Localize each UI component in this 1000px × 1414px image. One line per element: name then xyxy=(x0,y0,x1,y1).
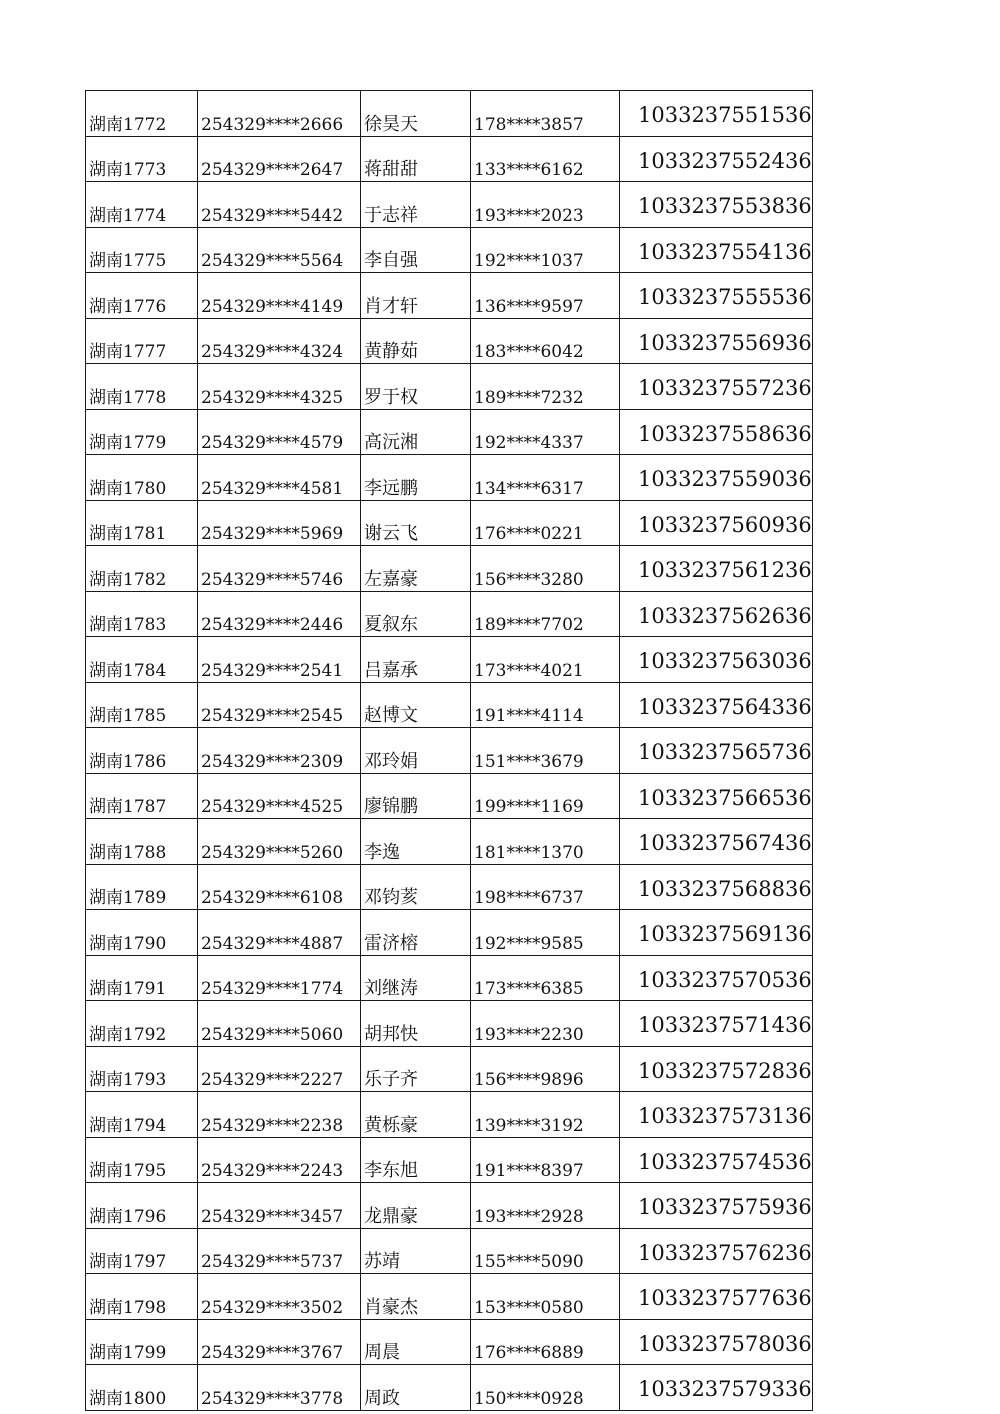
id-number-cell: 254329****5260 xyxy=(198,819,361,865)
person-name-cell: 廖锦鹏 xyxy=(361,773,471,819)
id-number-cell: 254329****4887 xyxy=(198,910,361,956)
region-code-cell: 湖南1796 xyxy=(86,1183,198,1229)
table-row xyxy=(86,728,813,774)
id-number-cell: 254329****3457 xyxy=(198,1183,361,1229)
phone-number-cell: 192****1037 xyxy=(471,227,620,273)
region-code-cell: 湖南1783 xyxy=(86,591,198,637)
ticket-number-cell: 1033237577636 xyxy=(620,1274,813,1320)
phone-number-cell: 150****0928 xyxy=(471,1365,620,1411)
person-name-cell: 雷济榕 xyxy=(361,910,471,956)
person-name-cell: 吕嘉承 xyxy=(361,637,471,683)
id-number-cell: 254329****4325 xyxy=(198,364,361,410)
phone-number-cell: 192****9585 xyxy=(471,910,620,956)
id-number-cell: 254329****3502 xyxy=(198,1274,361,1320)
id-number-cell: 254329****3778 xyxy=(198,1365,361,1411)
phone-number-cell: 156****3280 xyxy=(471,546,620,592)
region-code-cell: 湖南1787 xyxy=(86,773,198,819)
region-code-cell: 湖南1777 xyxy=(86,318,198,364)
phone-number-cell: 193****2230 xyxy=(471,1001,620,1047)
region-code-cell: 湖南1790 xyxy=(86,910,198,956)
phone-number-cell: 134****6317 xyxy=(471,455,620,501)
id-number-cell: 254329****4149 xyxy=(198,273,361,319)
ticket-number-cell: 1033237558636 xyxy=(620,409,813,455)
phone-number-cell: 156****9896 xyxy=(471,1046,620,1092)
person-name-cell: 谢云飞 xyxy=(361,500,471,546)
person-name-cell: 蒋甜甜 xyxy=(361,136,471,182)
person-name-cell: 肖才轩 xyxy=(361,273,471,319)
ticket-number-cell: 1033237554136 xyxy=(620,227,813,273)
phone-number-cell: 178****3857 xyxy=(471,91,620,137)
person-name-cell: 黄栎豪 xyxy=(361,1092,471,1138)
phone-number-cell: 173****4021 xyxy=(471,637,620,683)
ticket-number-cell: 1033237557236 xyxy=(620,364,813,410)
region-code-cell: 湖南1800 xyxy=(86,1365,198,1411)
region-code-cell: 湖南1774 xyxy=(86,182,198,228)
table-row xyxy=(86,864,813,910)
ticket-number-cell: 1033237565736 xyxy=(620,728,813,774)
phone-number-cell: 151****3679 xyxy=(471,728,620,774)
table-row xyxy=(86,91,813,137)
id-number-cell: 254329****5746 xyxy=(198,546,361,592)
id-number-cell: 254329****2647 xyxy=(198,136,361,182)
roster-table xyxy=(85,90,813,1411)
table-row xyxy=(86,1137,813,1183)
table-row xyxy=(86,1274,813,1320)
person-name-cell: 高沅湘 xyxy=(361,409,471,455)
phone-number-cell: 189****7702 xyxy=(471,591,620,637)
roster-table-body xyxy=(86,91,813,1411)
table-row xyxy=(86,1092,813,1138)
ticket-number-cell: 1033237578036 xyxy=(620,1319,813,1365)
phone-number-cell: 176****6889 xyxy=(471,1319,620,1365)
table-row xyxy=(86,773,813,819)
table-row xyxy=(86,546,813,592)
phone-number-cell: 136****9597 xyxy=(471,273,620,319)
ticket-number-cell: 1033237561236 xyxy=(620,546,813,592)
ticket-number-cell: 1033237553836 xyxy=(620,182,813,228)
phone-number-cell: 133****6162 xyxy=(471,136,620,182)
ticket-number-cell: 1033237556936 xyxy=(620,318,813,364)
person-name-cell: 夏叙东 xyxy=(361,591,471,637)
table-row xyxy=(86,637,813,683)
person-name-cell: 苏靖 xyxy=(361,1228,471,1274)
person-name-cell: 胡邦快 xyxy=(361,1001,471,1047)
table-row xyxy=(86,227,813,273)
id-number-cell: 254329****5737 xyxy=(198,1228,361,1274)
region-code-cell: 湖南1795 xyxy=(86,1137,198,1183)
phone-number-cell: 191****4114 xyxy=(471,682,620,728)
table-row xyxy=(86,591,813,637)
person-name-cell: 于志祥 xyxy=(361,182,471,228)
ticket-number-cell: 1033237571436 xyxy=(620,1001,813,1047)
region-code-cell: 湖南1781 xyxy=(86,500,198,546)
id-number-cell: 254329****2243 xyxy=(198,1137,361,1183)
ticket-number-cell: 1033237552436 xyxy=(620,136,813,182)
phone-number-cell: 193****2928 xyxy=(471,1183,620,1229)
id-number-cell: 254329****5060 xyxy=(198,1001,361,1047)
table-row xyxy=(86,1183,813,1229)
person-name-cell: 李远鹏 xyxy=(361,455,471,501)
table-row xyxy=(86,682,813,728)
region-code-cell: 湖南1794 xyxy=(86,1092,198,1138)
phone-number-cell: 173****6385 xyxy=(471,955,620,1001)
ticket-number-cell: 1033237573136 xyxy=(620,1092,813,1138)
phone-number-cell: 191****8397 xyxy=(471,1137,620,1183)
table-row xyxy=(86,1228,813,1274)
ticket-number-cell: 1033237559036 xyxy=(620,455,813,501)
table-row xyxy=(86,364,813,410)
ticket-number-cell: 1033237572836 xyxy=(620,1046,813,1092)
ticket-number-cell: 1033237563036 xyxy=(620,637,813,683)
region-code-cell: 湖南1792 xyxy=(86,1001,198,1047)
table-row xyxy=(86,1001,813,1047)
id-number-cell: 254329****4525 xyxy=(198,773,361,819)
region-code-cell: 湖南1776 xyxy=(86,273,198,319)
table-row xyxy=(86,318,813,364)
id-number-cell: 254329****2309 xyxy=(198,728,361,774)
phone-number-cell: 193****2023 xyxy=(471,182,620,228)
person-name-cell: 黄静茹 xyxy=(361,318,471,364)
region-code-cell: 湖南1798 xyxy=(86,1274,198,1320)
phone-number-cell: 153****0580 xyxy=(471,1274,620,1320)
region-code-cell: 湖南1773 xyxy=(86,136,198,182)
region-code-cell: 湖南1785 xyxy=(86,682,198,728)
table-row xyxy=(86,1046,813,1092)
table-row xyxy=(86,819,813,865)
table-row xyxy=(86,910,813,956)
id-number-cell: 254329****2238 xyxy=(198,1092,361,1138)
region-code-cell: 湖南1782 xyxy=(86,546,198,592)
ticket-number-cell: 1033237569136 xyxy=(620,910,813,956)
person-name-cell: 左嘉豪 xyxy=(361,546,471,592)
ticket-number-cell: 1033237568836 xyxy=(620,864,813,910)
region-code-cell: 湖南1799 xyxy=(86,1319,198,1365)
person-name-cell: 肖豪杰 xyxy=(361,1274,471,1320)
ticket-number-cell: 1033237560936 xyxy=(620,500,813,546)
phone-number-cell: 181****1370 xyxy=(471,819,620,865)
phone-number-cell: 183****6042 xyxy=(471,318,620,364)
phone-number-cell: 199****1169 xyxy=(471,773,620,819)
table-row xyxy=(86,273,813,319)
region-code-cell: 湖南1775 xyxy=(86,227,198,273)
id-number-cell: 254329****6108 xyxy=(198,864,361,910)
person-name-cell: 刘继涛 xyxy=(361,955,471,1001)
id-number-cell: 254329****4581 xyxy=(198,455,361,501)
person-name-cell: 徐昊天 xyxy=(361,91,471,137)
ticket-number-cell: 1033237576236 xyxy=(620,1228,813,1274)
region-code-cell: 湖南1791 xyxy=(86,955,198,1001)
person-name-cell: 李东旭 xyxy=(361,1137,471,1183)
region-code-cell: 湖南1780 xyxy=(86,455,198,501)
id-number-cell: 254329****5442 xyxy=(198,182,361,228)
person-name-cell: 龙鼎豪 xyxy=(361,1183,471,1229)
region-code-cell: 湖南1797 xyxy=(86,1228,198,1274)
person-name-cell: 罗于权 xyxy=(361,364,471,410)
table-row xyxy=(86,1365,813,1411)
id-number-cell: 254329****2545 xyxy=(198,682,361,728)
ticket-number-cell: 1033237555536 xyxy=(620,273,813,319)
phone-number-cell: 176****0221 xyxy=(471,500,620,546)
person-name-cell: 邓钧荄 xyxy=(361,864,471,910)
table-row xyxy=(86,955,813,1001)
region-code-cell: 湖南1772 xyxy=(86,91,198,137)
ticket-number-cell: 1033237570536 xyxy=(620,955,813,1001)
table-row xyxy=(86,500,813,546)
id-number-cell: 254329****1774 xyxy=(198,955,361,1001)
person-name-cell: 李自强 xyxy=(361,227,471,273)
ticket-number-cell: 1033237579336 xyxy=(620,1365,813,1411)
phone-number-cell: 198****6737 xyxy=(471,864,620,910)
table-row xyxy=(86,455,813,501)
id-number-cell: 254329****5969 xyxy=(198,500,361,546)
ticket-number-cell: 1033237567436 xyxy=(620,819,813,865)
id-number-cell: 254329****3767 xyxy=(198,1319,361,1365)
ticket-number-cell: 1033237575936 xyxy=(620,1183,813,1229)
table-row xyxy=(86,1319,813,1365)
person-name-cell: 赵博文 xyxy=(361,682,471,728)
ticket-number-cell: 1033237562636 xyxy=(620,591,813,637)
id-number-cell: 254329****4324 xyxy=(198,318,361,364)
region-code-cell: 湖南1778 xyxy=(86,364,198,410)
phone-number-cell: 139****3192 xyxy=(471,1092,620,1138)
ticket-number-cell: 1033237574536 xyxy=(620,1137,813,1183)
region-code-cell: 湖南1784 xyxy=(86,637,198,683)
ticket-number-cell: 1033237551536 xyxy=(620,91,813,137)
phone-number-cell: 189****7232 xyxy=(471,364,620,410)
person-name-cell: 李逸 xyxy=(361,819,471,865)
region-code-cell: 湖南1788 xyxy=(86,819,198,865)
region-code-cell: 湖南1793 xyxy=(86,1046,198,1092)
region-code-cell: 湖南1779 xyxy=(86,409,198,455)
person-name-cell: 周晨 xyxy=(361,1319,471,1365)
ticket-number-cell: 1033237566536 xyxy=(620,773,813,819)
id-number-cell: 254329****2446 xyxy=(198,591,361,637)
region-code-cell: 湖南1786 xyxy=(86,728,198,774)
id-number-cell: 254329****2541 xyxy=(198,637,361,683)
ticket-number-cell: 1033237564336 xyxy=(620,682,813,728)
table-row xyxy=(86,409,813,455)
table-row xyxy=(86,182,813,228)
table-row xyxy=(86,136,813,182)
person-name-cell: 邓玲娟 xyxy=(361,728,471,774)
id-number-cell: 254329****2666 xyxy=(198,91,361,137)
phone-number-cell: 155****5090 xyxy=(471,1228,620,1274)
region-code-cell: 湖南1789 xyxy=(86,864,198,910)
id-number-cell: 254329****2227 xyxy=(198,1046,361,1092)
person-name-cell: 周政 xyxy=(361,1365,471,1411)
phone-number-cell: 192****4337 xyxy=(471,409,620,455)
person-name-cell: 乐子齐 xyxy=(361,1046,471,1092)
id-number-cell: 254329****5564 xyxy=(198,227,361,273)
id-number-cell: 254329****4579 xyxy=(198,409,361,455)
